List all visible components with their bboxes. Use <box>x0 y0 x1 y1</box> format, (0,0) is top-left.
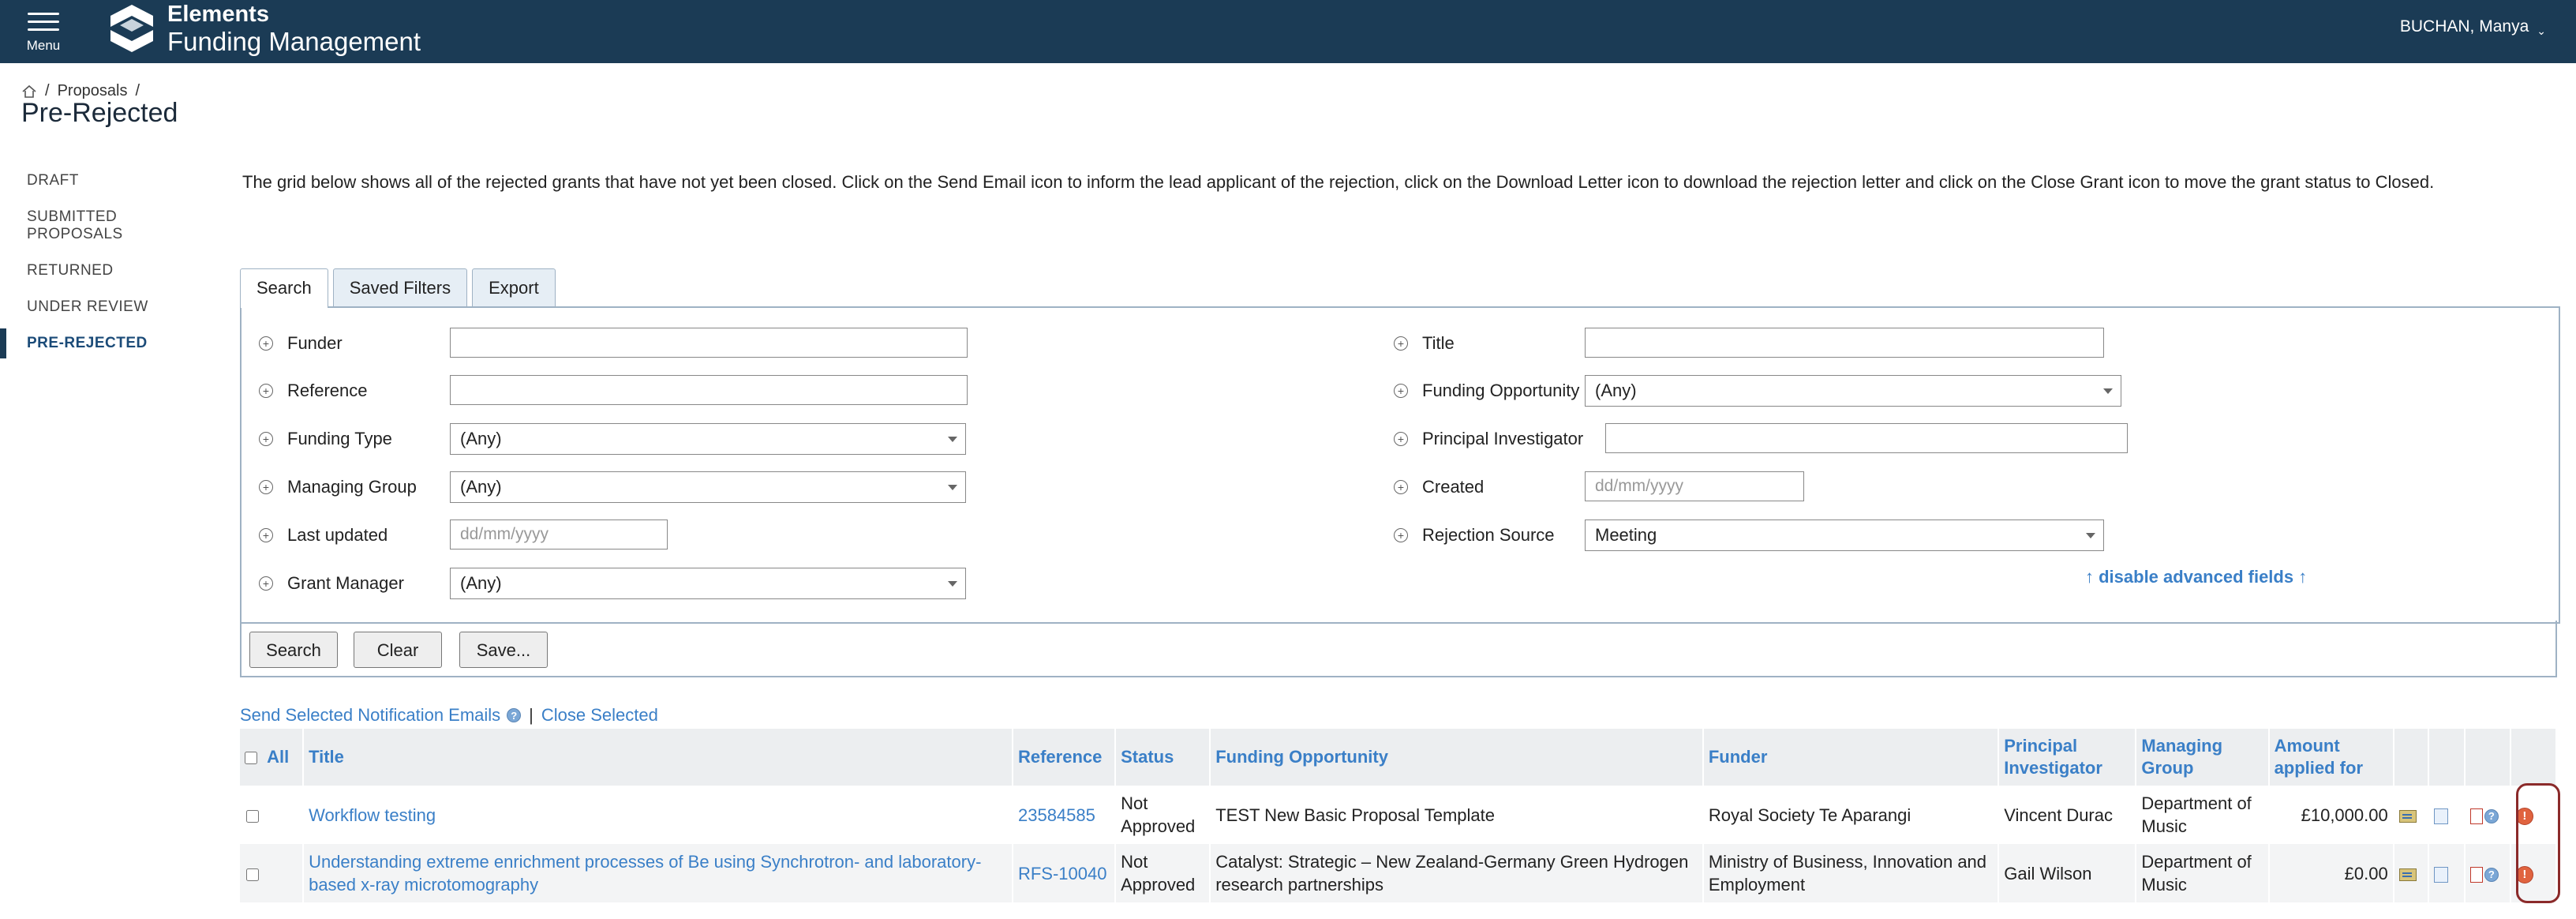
funding-opportunity-label: Funding Opportunity <box>1422 381 1580 400</box>
created-row <box>1394 477 1612 497</box>
grant-manager-label: Grant Manager <box>287 573 404 593</box>
managing-group-row <box>259 477 477 497</box>
column-header-title[interactable]: Title <box>303 729 1013 786</box>
add-filter-icon[interactable]: + <box>1394 384 1408 398</box>
brand-name: Elements <box>167 2 269 27</box>
principal-investigator-cell: Vincent Durac <box>1998 786 2136 844</box>
search-button[interactable]: Search <box>249 632 338 668</box>
sidebar-item-returned[interactable]: RETURNED <box>27 262 114 279</box>
breadcrumb-separator: / <box>45 82 50 99</box>
created-date-input[interactable] <box>1585 471 1804 501</box>
user-name: BUCHAN, Manya <box>2399 17 2529 36</box>
column-header-email-action <box>2394 729 2428 786</box>
managing-group-label: Managing Group <box>287 477 417 497</box>
select-all-header <box>240 729 303 786</box>
column-header-funding-opportunity[interactable]: Funding Opportunity <box>1210 729 1703 786</box>
rejection-source-value: Meeting <box>1595 525 1657 545</box>
copy-icon[interactable] <box>2434 808 2448 824</box>
dropdown-arrow-icon <box>2103 388 2113 394</box>
funder-label: Funder <box>287 333 343 353</box>
title-row <box>1394 333 1612 354</box>
column-header-reference[interactable]: Reference <box>1013 729 1115 786</box>
grant-reference-link[interactable]: RFS-10040 <box>1017 863 1107 883</box>
add-filter-icon[interactable]: + <box>259 528 273 542</box>
dropdown-arrow-icon <box>948 437 957 442</box>
bulk-actions-separator: | <box>529 705 534 725</box>
email-action-cell <box>2394 786 2428 844</box>
tab-saved-filters[interactable]: Saved Filters <box>333 268 467 306</box>
grant-title-link[interactable]: Understanding extreme enrichment processes of Be using Synchrotron- and laboratory-based x-ray microtomography <box>309 852 982 895</box>
row-checkbox[interactable] <box>246 810 259 823</box>
column-header-managing-group[interactable]: Managing Group <box>2136 729 2268 786</box>
sidebar-item-draft[interactable]: DRAFT <box>27 172 79 189</box>
clear-button[interactable]: Clear <box>354 632 442 668</box>
managing-group-cell: Department of Music <box>2136 786 2268 844</box>
bulk-actions <box>240 705 658 726</box>
last-updated-label: Last updated <box>287 525 388 545</box>
add-filter-icon[interactable]: + <box>259 384 273 398</box>
sidebar-item-under-review[interactable]: UNDER REVIEW <box>27 298 148 315</box>
title-cell <box>303 786 1013 844</box>
table-row <box>240 844 2556 902</box>
send-selected-notification-emails-link[interactable]: Send Selected Notification Emails <box>240 705 501 725</box>
last-updated-date-input[interactable] <box>450 520 668 550</box>
reference-cell <box>1013 786 1115 844</box>
add-filter-icon[interactable]: + <box>259 432 273 446</box>
search-actions-bar <box>240 621 2557 677</box>
column-header-funder[interactable]: Funder <box>1703 729 1998 786</box>
add-filter-icon[interactable]: + <box>1394 336 1408 351</box>
principal-investigator-cell: Gail Wilson <box>1998 844 2136 902</box>
add-filter-icon[interactable]: + <box>1394 480 1408 494</box>
grant-title-link[interactable]: Workflow testing <box>309 805 436 825</box>
principal-investigator-row <box>1394 429 1583 449</box>
download-letter-pdf-icon[interactable] <box>2470 867 2483 883</box>
letter-action-cell <box>2465 844 2510 902</box>
send-email-icon[interactable] <box>2399 868 2417 881</box>
copy-icon[interactable] <box>2434 867 2448 883</box>
funder-cell: Ministry of Business, Innovation and Employment <box>1703 844 1998 902</box>
add-filter-icon[interactable]: + <box>259 480 273 494</box>
status-cell: Not Approved <box>1115 786 1210 844</box>
menu-label: Menu <box>26 38 61 53</box>
add-filter-icon[interactable]: + <box>1394 528 1408 542</box>
dropdown-arrow-icon <box>948 581 957 587</box>
search-tabs <box>240 268 556 308</box>
row-checkbox[interactable] <box>246 868 259 881</box>
column-header-copy-action <box>2428 729 2465 786</box>
home-icon[interactable] <box>21 84 37 99</box>
funding-type-row <box>259 429 477 449</box>
column-header-principal-investigator[interactable]: Principal Investigator <box>1998 729 2136 786</box>
funder-cell: Royal Society Te Aparangi <box>1703 786 1998 844</box>
save-filter-button[interactable]: Save... <box>459 632 548 668</box>
grant-manager-row <box>259 573 477 594</box>
close-action-cell <box>2510 844 2556 902</box>
funding-type-label: Funding Type <box>287 429 392 448</box>
brand-product: Funding Management <box>167 27 421 56</box>
brand <box>167 0 421 57</box>
column-header-close-action <box>2510 729 2556 786</box>
select-all-checkbox[interactable] <box>245 752 257 764</box>
search-panel <box>240 306 2560 624</box>
funding-opportunity-cell: Catalyst: Strategic – New Zealand-Germany Green Hydrogen research partnerships <box>1210 844 1703 902</box>
reference-cell <box>1013 844 1115 902</box>
copy-action-cell <box>2428 786 2465 844</box>
help-icon[interactable]: ? <box>507 708 521 722</box>
menu-button[interactable] <box>17 5 73 57</box>
breadcrumb-separator: / <box>135 82 140 99</box>
hamburger-icon <box>28 13 59 15</box>
funding-opportunity-value: (Any) <box>1595 381 1637 400</box>
add-filter-icon[interactable]: + <box>259 576 273 591</box>
amount-cell: £0.00 <box>2269 844 2394 902</box>
principal-investigator-label: Principal Investigator <box>1422 429 1584 448</box>
sidebar-item-submitted-proposals[interactable]: SUBMITTED PROPOSALS <box>27 208 123 242</box>
managing-group-cell: Department of Music <box>2136 844 2268 902</box>
tab-export[interactable]: Export <box>472 268 556 306</box>
send-email-icon[interactable] <box>2399 810 2417 823</box>
add-filter-icon[interactable]: + <box>1394 432 1408 446</box>
close-grant-icon[interactable]: ! <box>2516 808 2533 825</box>
title-input[interactable] <box>1585 328 2104 358</box>
row-select-cell <box>240 786 303 844</box>
created-label: Created <box>1422 477 1485 497</box>
rejection-source-row <box>1394 525 1612 546</box>
add-filter-icon[interactable]: + <box>259 336 273 351</box>
title-label: Title <box>1422 333 1455 353</box>
principal-investigator-input[interactable] <box>1605 423 2128 453</box>
select-all-link[interactable]: All <box>267 747 290 767</box>
rejection-source-label: Rejection Source <box>1422 525 1555 545</box>
page-title: Pre-Rejected <box>21 98 178 128</box>
status-cell: Not Approved <box>1115 844 1210 902</box>
column-header-letter-action <box>2465 729 2510 786</box>
grant-manager-value: (Any) <box>460 573 502 593</box>
help-icon[interactable]: ? <box>2484 809 2499 823</box>
reference-input[interactable] <box>450 375 968 405</box>
funder-input[interactable] <box>450 328 968 358</box>
grant-reference-link[interactable]: 23584585 <box>1017 805 1095 825</box>
amount-cell: £10,000.00 <box>2269 786 2394 844</box>
grant-manager-select[interactable] <box>450 568 966 599</box>
funding-opportunity-cell: TEST New Basic Proposal Template <box>1210 786 1703 844</box>
top-bar <box>0 0 2576 63</box>
help-icon[interactable]: ? <box>2484 868 2499 882</box>
close-action-cell <box>2510 786 2556 844</box>
pre-rejected-grid <box>240 729 2557 902</box>
hamburger-icon-bar <box>28 28 59 31</box>
dropdown-arrow-icon <box>2086 533 2095 538</box>
user-menu[interactable] <box>2400 17 2546 36</box>
managing-group-value: (Any) <box>460 477 502 497</box>
letter-action-cell <box>2465 786 2510 844</box>
reference-row <box>259 381 477 401</box>
funder-row <box>259 333 477 354</box>
last-updated-row <box>259 525 477 546</box>
page-description: The grid below shows all of the rejected grants that have not yet been closed. Click on the Send Email icon to inform the lead applicant of the rejection, click on the Download Letter icon to download the rejection letter and click on the Close Grant icon to move the grant status to Closed. <box>242 172 2435 192</box>
download-letter-pdf-icon[interactable] <box>2470 808 2483 824</box>
table-row <box>240 786 2556 844</box>
dropdown-arrow-icon <box>948 485 957 490</box>
funding-type-select[interactable] <box>450 423 966 455</box>
close-grant-icon[interactable]: ! <box>2516 866 2533 883</box>
chevron-down-icon: ⌄ <box>2537 24 2546 37</box>
reference-label: Reference <box>287 381 368 400</box>
close-selected-link[interactable]: Close Selected <box>541 705 658 725</box>
tab-search[interactable]: Search <box>240 268 328 308</box>
column-header-amount[interactable]: Amount applied for <box>2269 729 2394 786</box>
funding-opportunity-select[interactable] <box>1585 375 2121 407</box>
elements-logo-icon <box>109 3 155 54</box>
managing-group-select[interactable] <box>450 471 966 503</box>
row-select-cell <box>240 844 303 902</box>
title-cell <box>303 844 1013 902</box>
column-header-status[interactable]: Status <box>1115 729 1210 786</box>
funding-type-value: (Any) <box>460 429 502 448</box>
copy-action-cell <box>2428 844 2465 902</box>
sidebar-item-pre-rejected[interactable]: PRE-REJECTED <box>0 328 148 358</box>
grid-header-row <box>240 729 2556 786</box>
disable-advanced-fields-link[interactable]: ↑ disable advanced fields ↑ <box>2085 567 2308 587</box>
funding-opportunity-row <box>1394 381 1612 401</box>
hamburger-icon-bar <box>28 21 59 23</box>
email-action-cell <box>2394 844 2428 902</box>
breadcrumb-proposals[interactable]: Proposals <box>57 82 128 99</box>
rejection-source-select[interactable] <box>1585 520 2104 551</box>
